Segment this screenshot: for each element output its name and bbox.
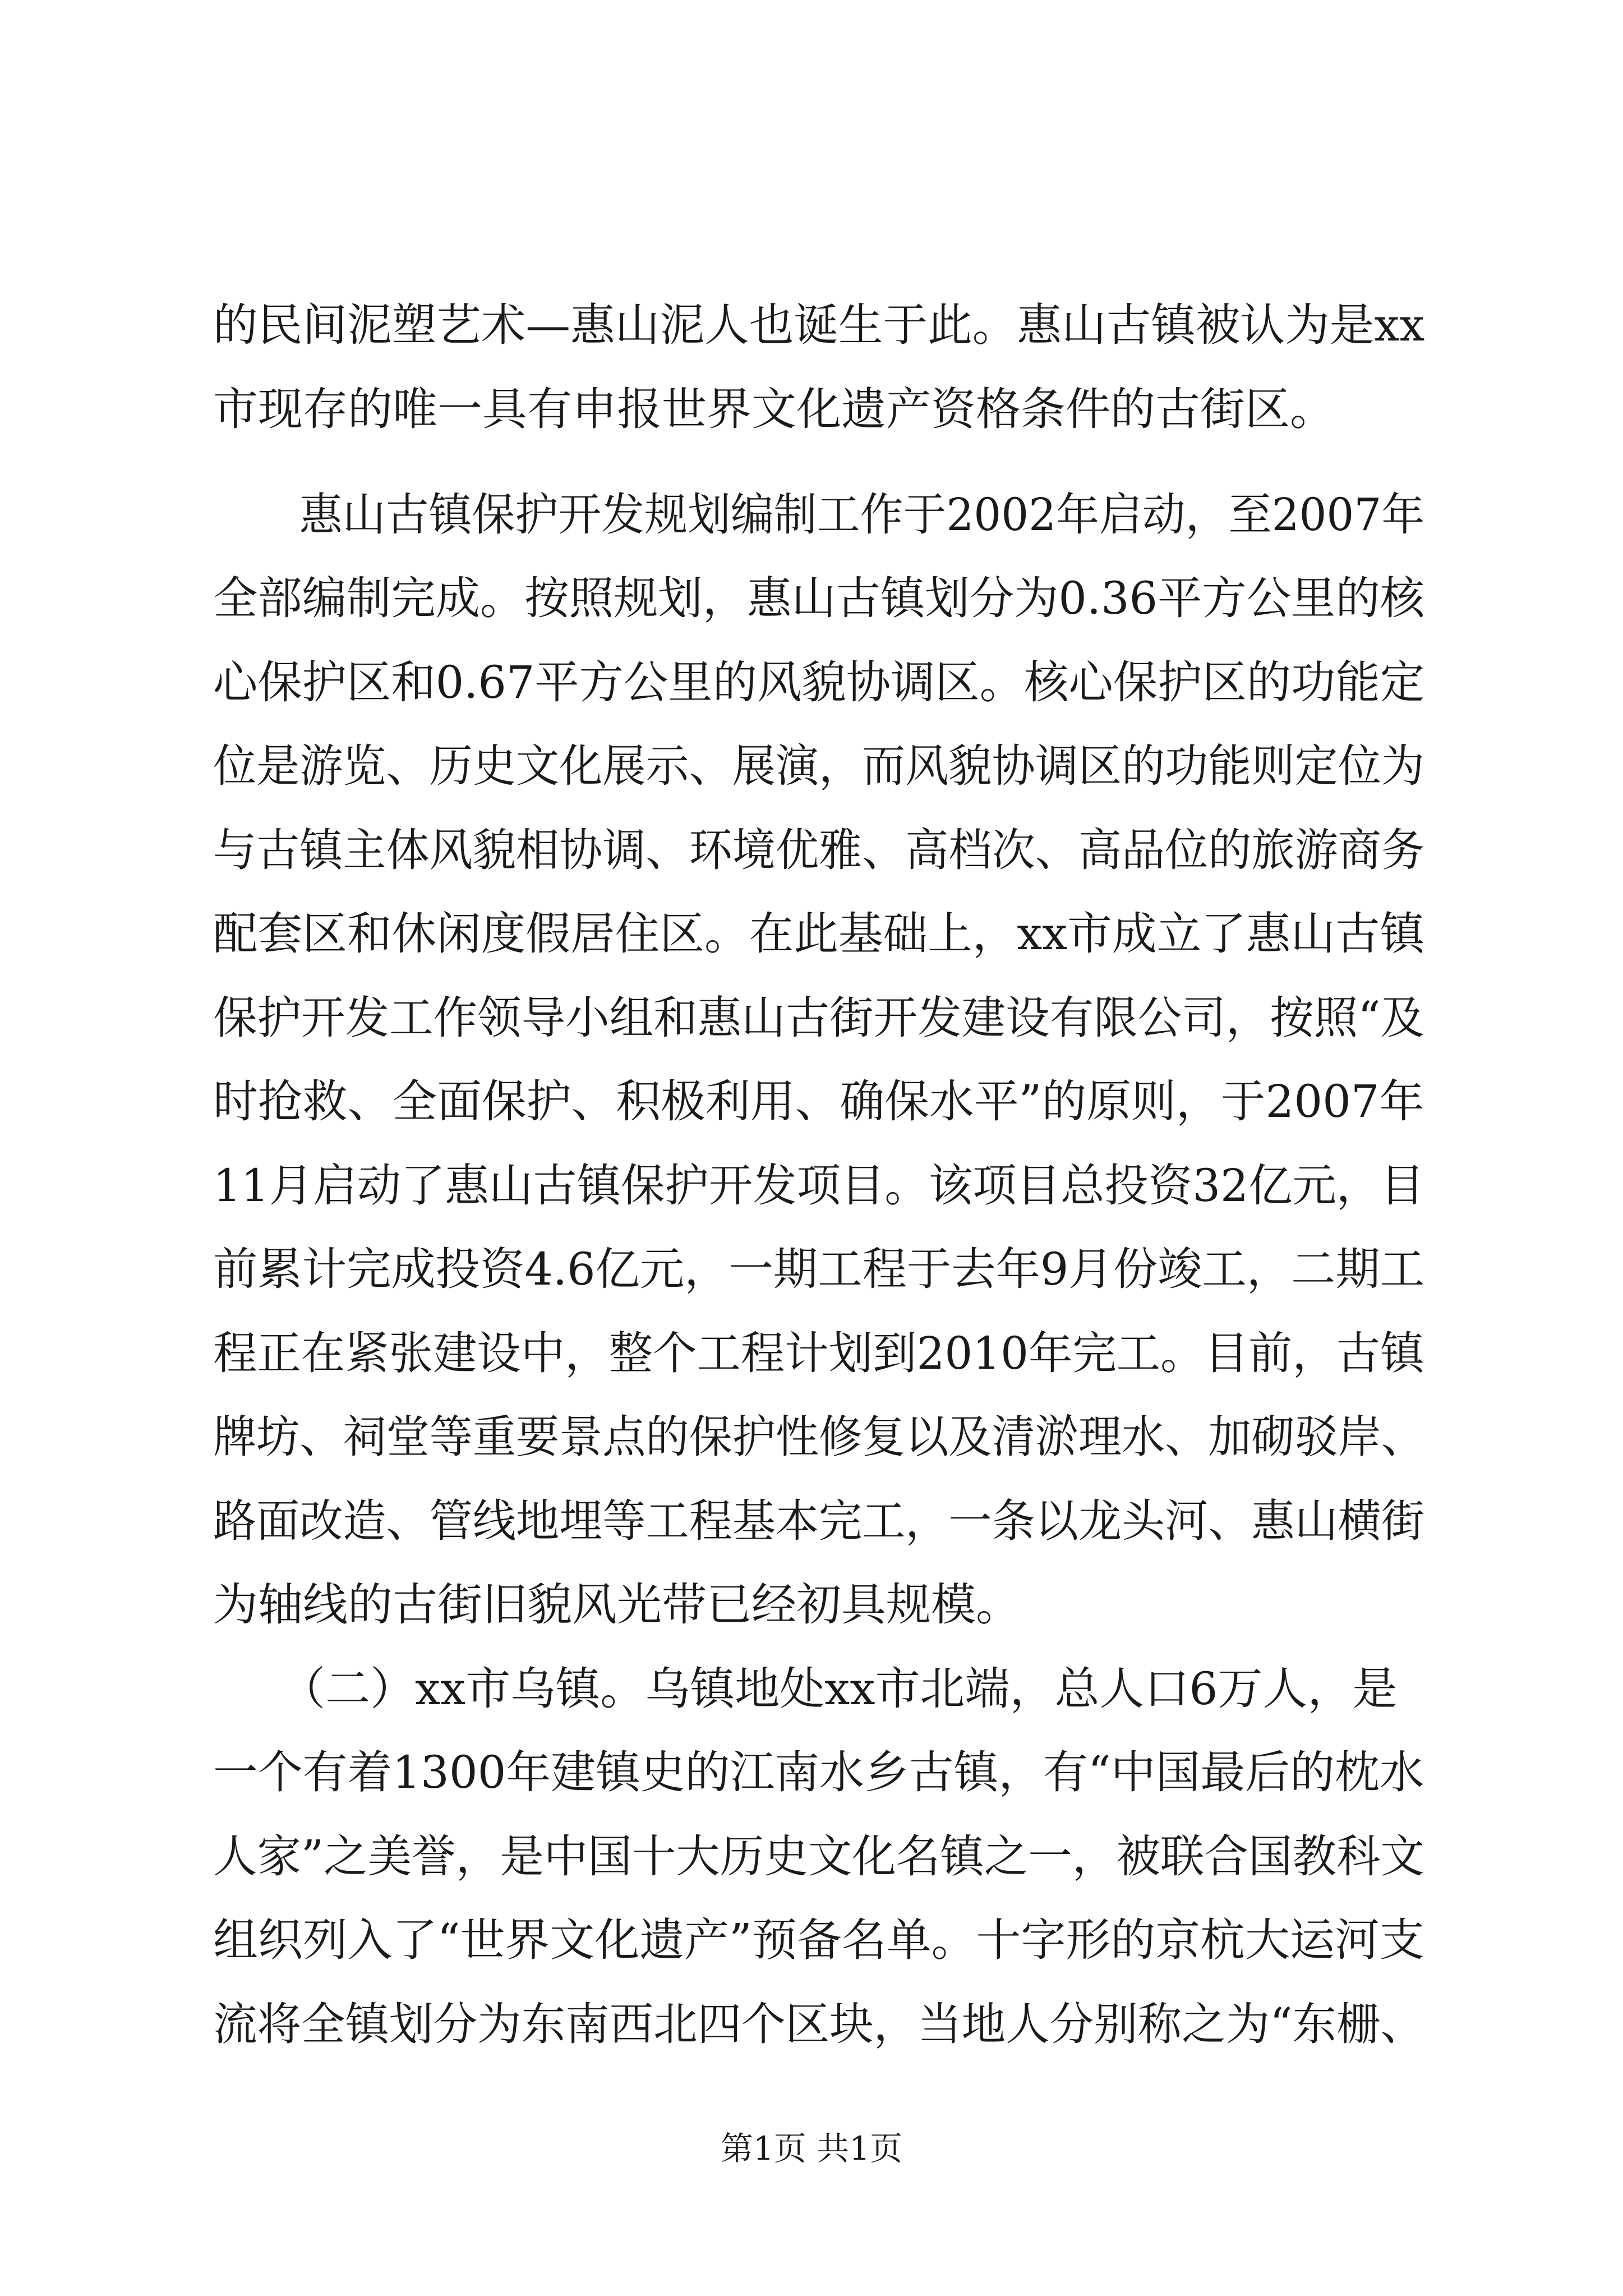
text-line: 位是游览、历史文化展示、展演，而风貌协调区的功能则定位为 <box>213 740 1424 792</box>
text-line: 时抢救、全面保护、积极利用、确保水平”的原则，于2007年 <box>213 1075 1424 1128</box>
text-line: 为轴线的古街旧貌风光带已经初具规模。 <box>213 1579 1021 1631</box>
text-line: 保护开发工作领导小组和惠山古街开发建设有限公司，按照“及 <box>213 992 1424 1044</box>
text-line: 组织列入了“世界文化遗产”预备名单。十字形的京杭大运河支 <box>213 1914 1424 1966</box>
text-line: 全部编制完成。按照规划，惠山古镇划分为0.36平方公里的核 <box>213 572 1424 624</box>
text-line: 惠山古镇保护开发规划编制工作于2002年启动，至2007年 <box>213 489 1424 541</box>
text-line: 配套区和休闲度假居住区。在此基础上，xx市成立了惠山古镇 <box>213 908 1424 960</box>
text-line: 牌坊、祠堂等重要景点的保护性修复以及清淤理水、加砌驳岸、 <box>213 1411 1424 1463</box>
text-line: 11月启动了惠山古镇保护开发项目。该项目总投资32亿元，目 <box>213 1159 1424 1212</box>
text-line: 流将全镇划分为东南西北四个区块，当地人分别称之为“东栅、 <box>213 1998 1424 2050</box>
text-line: 人家”之美誉，是中国十大历史文化名镇之一，被联合国教科文 <box>213 1830 1424 1883</box>
page-footer: 第1页 共1页 <box>720 2129 903 2168</box>
text-line: 路面改造、管线地埋等工程基本完工，一条以龙头河、惠山横街 <box>213 1495 1424 1547</box>
text-line: 与古镇主体风貌相协调、环境优雅、高档次、高品位的旅游商务 <box>213 824 1424 876</box>
text-line: 一个有着1300年建镇史的江南水乡古镇，有“中国最后的枕水 <box>213 1746 1424 1798</box>
text-line: 程正在紧张建设中，整个工程计划到2010年完工。目前，古镇 <box>213 1327 1424 1379</box>
text-line: （二）xx市乌镇。乌镇地处xx市北端，总人口6万人，是 <box>213 1663 1398 1715</box>
text-line: 前累计完成投资4.6亿元，一期工程于去年9月份竣工，二期工 <box>213 1243 1424 1295</box>
text-line: 的民间泥塑艺术—惠山泥人也诞生于此。惠山古镇被认为是xx <box>213 299 1424 351</box>
text-line: 心保护区和0.67平方公里的风貌协调区。核心保护区的功能定 <box>213 656 1424 708</box>
text-line: 市现存的唯一具有申报世界文化遗产资格条件的古街区。 <box>213 383 1335 435</box>
